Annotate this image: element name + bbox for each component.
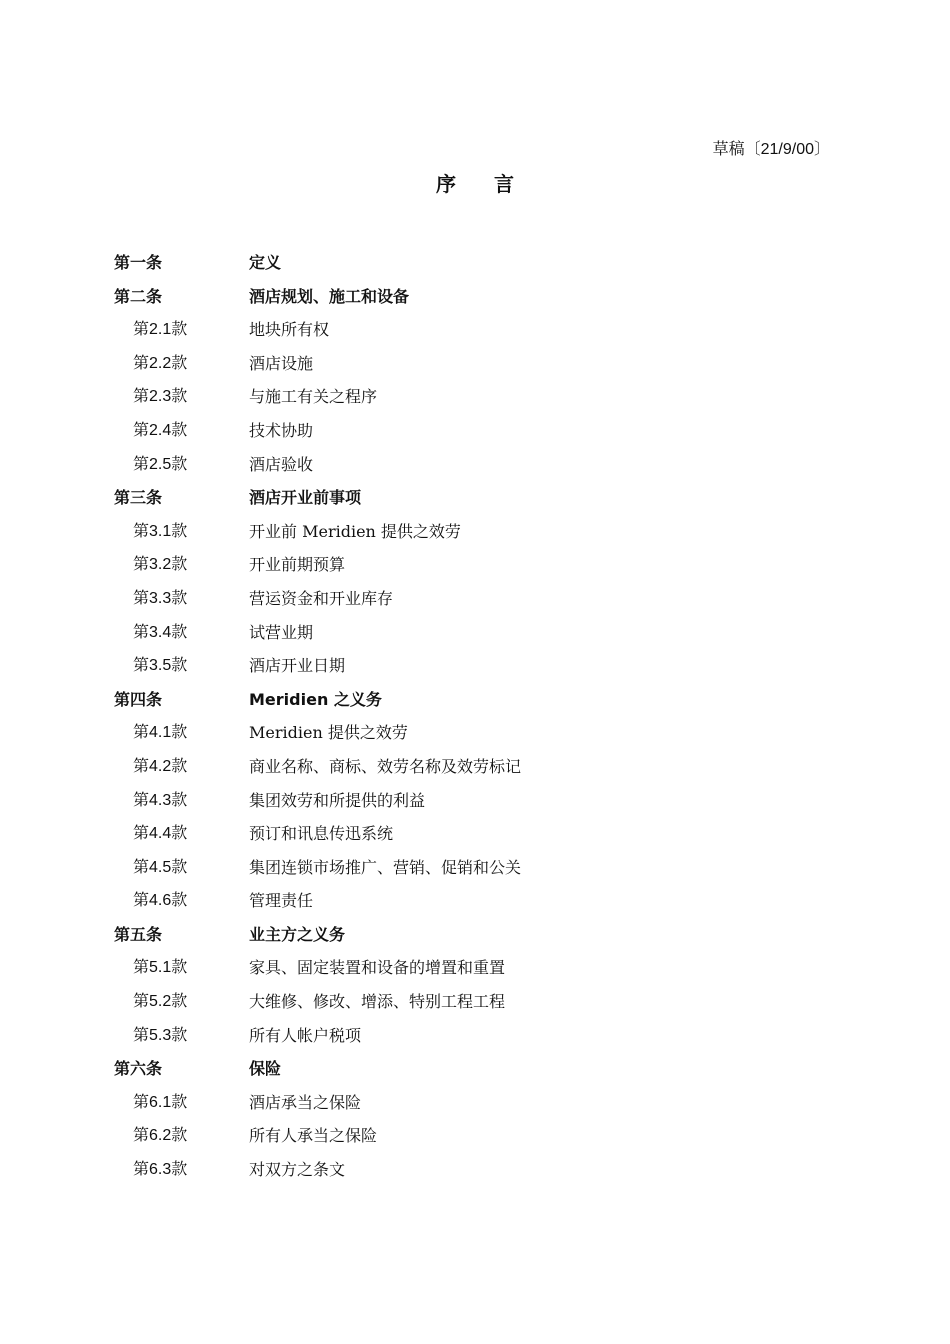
article-number: 第一条 (114, 253, 163, 272)
article-number: 第六条 (114, 1059, 163, 1079)
clause-title: 对双方之条文 (249, 1160, 346, 1180)
toc-clause-row (114, 380, 834, 414)
toc-clause-row (114, 851, 834, 885)
toc-clause-row (114, 515, 834, 549)
article-number: 第五条 (114, 924, 163, 944)
clause-number: 第3.1款 (133, 522, 188, 540)
article-title: 保险 (249, 1059, 282, 1079)
clause-number: 第4.6款 (133, 892, 188, 910)
toc-article-row (114, 481, 834, 515)
toc-clause-row (114, 347, 834, 381)
clause-title: 预订和讯息传迅系统 (249, 824, 394, 844)
article-title: 定义 (249, 253, 282, 272)
clause-title: 与施工有关之程序 (249, 387, 378, 407)
clause-number: 第5.3款 (133, 1026, 188, 1044)
clause-title: 酒店承当之保险 (249, 1092, 362, 1112)
clause-title: 酒店开业日期 (249, 656, 346, 676)
clause-number: 第3.3款 (133, 589, 188, 607)
toc-clause-row (114, 1119, 834, 1153)
toc-article-row (114, 1052, 834, 1086)
clause-title: 大维修、修改、增添、特别工程工程 (249, 992, 506, 1012)
toc-clause-row (114, 985, 834, 1019)
clause-number: 第6.1款 (133, 1093, 188, 1111)
article-number: 第三条 (114, 488, 163, 508)
toc-clause-row (114, 1086, 834, 1120)
clause-number: 第4.4款 (133, 825, 188, 843)
clause-title: 所有人承当之保险 (249, 1126, 378, 1146)
clause-title: 开业前 Meridien 提供之效劳 (249, 521, 461, 541)
clause-title: 管理责任 (249, 891, 314, 911)
article-title: 酒店规划、施工和设备 (249, 286, 410, 306)
clause-number: 第2.1款 (133, 321, 188, 339)
clause-number: 第3.2款 (133, 556, 188, 574)
clause-title: 家具、固定装置和设备的增置和重置 (249, 958, 506, 978)
clause-title: 酒店设施 (249, 353, 314, 373)
toc-clause-row (114, 1019, 834, 1053)
clause-number: 第4.5款 (133, 858, 188, 876)
toc-clause-row (114, 548, 834, 582)
clause-number: 第2.5款 (133, 455, 188, 473)
toc-article-row (114, 683, 834, 717)
toc-article-row (114, 246, 834, 280)
toc-clause-row (114, 649, 834, 683)
toc-article-row (114, 918, 834, 952)
clause-number: 第4.3款 (133, 791, 188, 809)
clause-title: 集团效劳和所提供的利益 (249, 790, 426, 810)
article-number: 第二条 (114, 286, 163, 306)
clause-number: 第2.2款 (133, 354, 188, 372)
clause-title: 集团连锁市场推广、营销、促销和公关 (249, 857, 522, 877)
toc-clause-row (114, 313, 834, 347)
toc-clause-row (114, 951, 834, 985)
toc-clause-row (114, 784, 834, 818)
toc-clause-row (114, 884, 834, 918)
clause-number: 第4.2款 (133, 757, 188, 775)
clause-number: 第5.2款 (133, 993, 188, 1011)
article-title: 业主方之义务 (249, 924, 346, 944)
clause-number: 第2.4款 (133, 421, 188, 439)
toc-clause-row (114, 414, 834, 448)
clause-title: 商业名称、商标、效劳名称及效劳标记 (249, 756, 522, 776)
clause-number: 第3.5款 (133, 657, 188, 675)
toc-clause-row (114, 448, 834, 482)
toc-clause-row (114, 750, 834, 784)
toc-article-row (114, 280, 834, 314)
article-title: 酒店开业前事项 (249, 488, 362, 508)
clause-number: 第3.4款 (133, 623, 188, 641)
clause-title: 地块所有权 (249, 320, 330, 340)
clause-number: 第6.3款 (133, 1161, 188, 1179)
clause-number: 第2.3款 (133, 388, 188, 406)
clause-number: 第5.1款 (133, 959, 188, 977)
clause-title: 技术协助 (249, 420, 314, 440)
article-title: Meridien 之义务 (249, 689, 382, 709)
draft-date-mark: 草稿〔21/9/00〕 (712, 141, 830, 158)
clause-title: 酒店验收 (249, 454, 314, 474)
clause-title: 开业前期预算 (249, 555, 346, 575)
clause-title: 营运资金和开业库存 (249, 588, 394, 608)
toc-clause-row (114, 716, 834, 750)
toc-clause-row (114, 817, 834, 851)
clause-title: 试营业期 (249, 622, 314, 642)
page-title: 序言 (436, 172, 552, 196)
clause-number: 第4.1款 (133, 724, 188, 742)
clause-number: 第6.2款 (133, 1127, 188, 1145)
table-of-contents (114, 246, 834, 1187)
toc-clause-row (114, 582, 834, 616)
toc-clause-row (114, 616, 834, 650)
clause-title: 所有人帐户税项 (249, 1025, 362, 1045)
article-number: 第四条 (114, 689, 163, 709)
toc-clause-row (114, 1153, 834, 1187)
clause-title: Meridien 提供之效劳 (249, 723, 408, 743)
